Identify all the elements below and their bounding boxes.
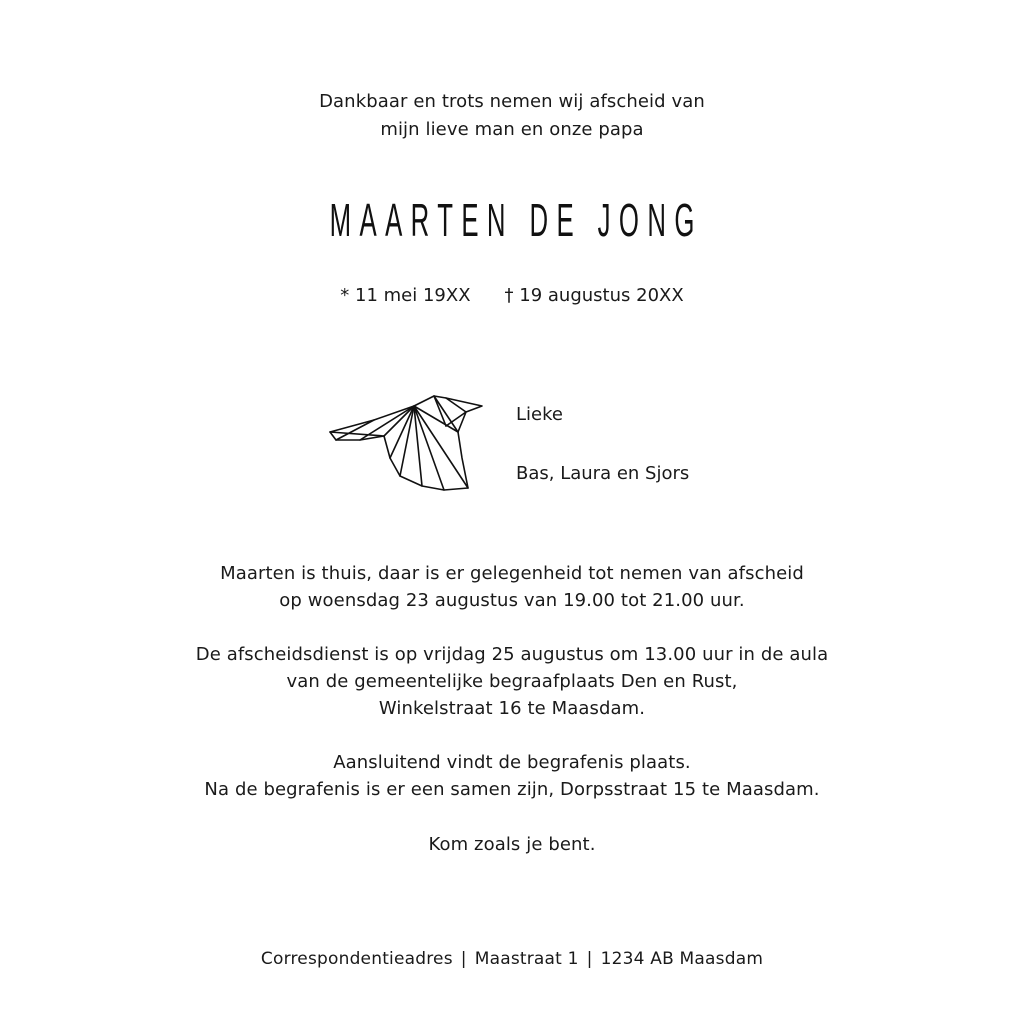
paragraph-line: De afscheidsdienst is op vrijdag 25 augustus om 13.00 uur in de aula <box>195 644 829 665</box>
paragraph-line: Winkelstraat 16 te Maasdam. <box>378 698 646 719</box>
address-label: Correspondentieadres <box>260 949 453 969</box>
family-list <box>516 401 689 488</box>
address-street: Maastraat 1 <box>474 949 579 969</box>
address-separator: | <box>586 949 593 969</box>
paragraph-line: Aansluitend vindt de begrafenis plaats. <box>333 752 691 773</box>
deceased-name: MAARTEN DE JONG <box>329 194 703 246</box>
origami-bird-icon <box>326 388 486 494</box>
address-separator: | <box>460 949 467 969</box>
paragraph-line: Kom zoals je bent. <box>428 834 596 855</box>
paragraph-line: van de gemeentelijke begraafplaats Den en Rust, <box>286 671 738 692</box>
death-date: † 19 augustus 20XX <box>504 285 684 306</box>
service-paragraph <box>0 641 1024 722</box>
paragraph-line: Na de begrafenis is er een samen zijn, Dorpsstraat 15 te Maasdam. <box>204 779 820 800</box>
family-member: Bas, Laura en Sjors <box>516 463 690 484</box>
birth-date: * 11 mei 19XX <box>340 285 471 306</box>
burial-paragraph <box>0 749 1024 803</box>
closing-paragraph <box>0 831 1024 858</box>
family-member: Lieke <box>516 404 563 425</box>
life-dates <box>0 282 1024 310</box>
paragraph-line: op woensdag 23 augustus van 19.00 tot 21.00 uur. <box>279 590 745 611</box>
correspondence-address <box>0 945 1024 973</box>
intro-line-2: mijn lieve man en onze papa <box>380 119 644 140</box>
intro-text <box>0 88 1024 144</box>
paragraph-line: Maarten is thuis, daar is er gelegenheid tot nemen van afscheid <box>220 563 804 584</box>
intro-line-1: Dankbaar en trots nemen wij afscheid van <box>319 91 705 112</box>
visitation-paragraph <box>0 560 1024 614</box>
address-city: 1234 AB Maasdam <box>600 949 764 969</box>
